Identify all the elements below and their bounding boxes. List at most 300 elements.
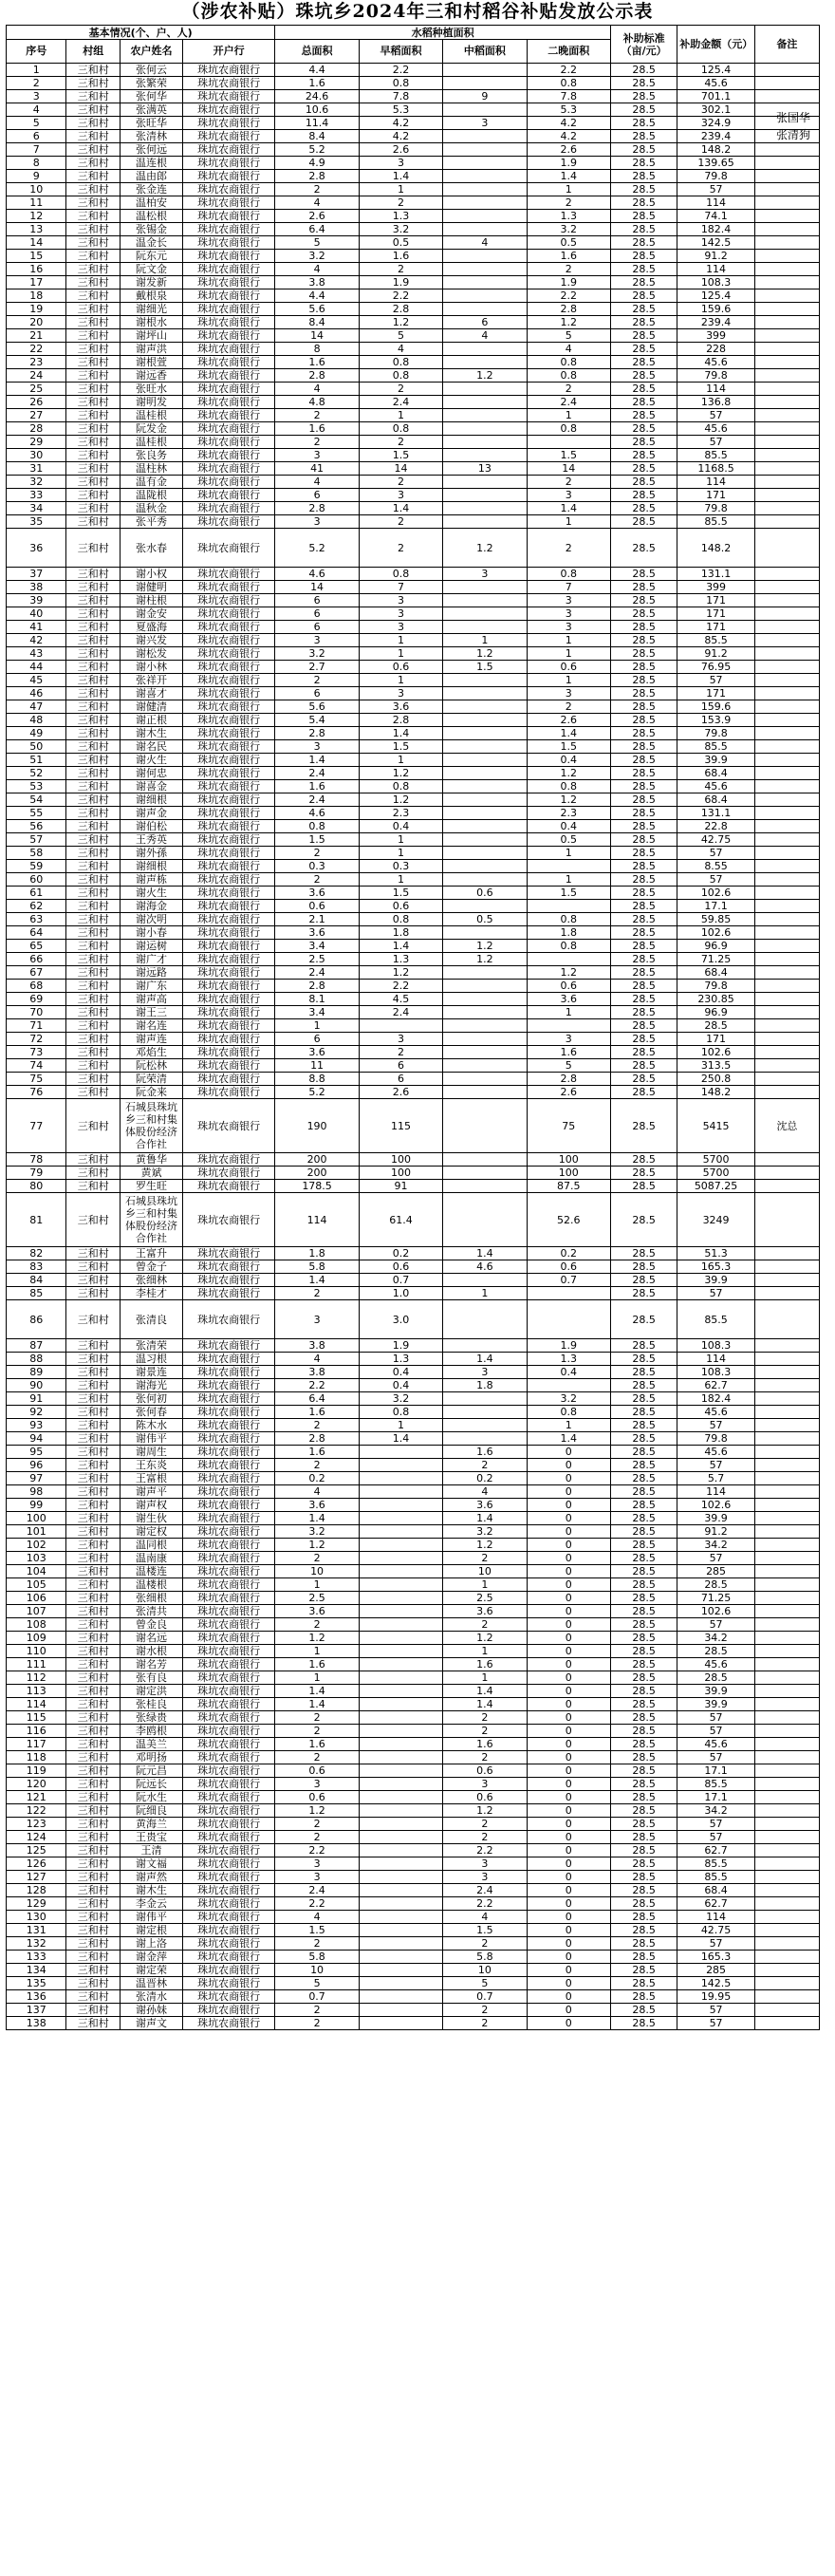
cell-farmer: 谢喜才	[121, 687, 183, 700]
cell-village: 三和村	[66, 953, 121, 966]
cell-subsidy-standard: 28.5	[610, 1472, 677, 1485]
table-row	[7, 1086, 820, 1099]
cell-early-area	[359, 1605, 442, 1618]
header-mid-area: 中稻面积	[443, 40, 527, 64]
cell-remark	[754, 1379, 819, 1392]
cell-farmer: 谢发新	[121, 276, 183, 289]
cell-subsidy-amount: 57	[677, 847, 755, 860]
cell-remark	[754, 1406, 819, 1419]
cell-seq: 117	[7, 1738, 66, 1751]
cell-farmer: 谢坪山	[121, 329, 183, 343]
cell-remark	[754, 2017, 819, 2030]
cell-bank: 珠坑农商银行	[182, 1884, 274, 1897]
cell-farmer: 谢伟平	[121, 1432, 183, 1446]
cell-subsidy-standard: 28.5	[610, 807, 677, 820]
cell-seq: 121	[7, 1791, 66, 1804]
cell-subsidy-standard: 28.5	[610, 170, 677, 183]
cell-seq: 61	[7, 887, 66, 900]
cell-village: 三和村	[66, 1366, 121, 1379]
cell-subsidy-standard: 28.5	[610, 1632, 677, 1645]
cell-subsidy-standard: 28.5	[610, 64, 677, 77]
cell-total-area: 4	[275, 1353, 359, 1366]
cell-mid-area: 0.6	[443, 887, 527, 900]
cell-subsidy-amount: 239.4	[677, 130, 755, 143]
cell-farmer: 黄鲁华	[121, 1153, 183, 1167]
cell-village: 三和村	[66, 2004, 121, 2017]
cell-remark	[754, 1964, 819, 1977]
cell-total-area: 3.6	[275, 1499, 359, 1512]
cell-bank: 珠坑农商银行	[182, 1844, 274, 1857]
cell-remark	[754, 647, 819, 661]
cell-subsidy-standard: 28.5	[610, 343, 677, 356]
cell-subsidy-amount: 114	[677, 1353, 755, 1366]
cell-remark	[754, 1167, 819, 1180]
cell-farmer: 张旺水	[121, 383, 183, 396]
cell-remark	[754, 409, 819, 422]
cell-late-area: 3	[527, 687, 610, 700]
cell-late-area: 2.3	[527, 807, 610, 820]
cell-late-area: 3	[527, 1033, 610, 1046]
cell-early-area: 3	[359, 489, 442, 502]
cell-farmer: 谢细根	[121, 793, 183, 807]
cell-village: 三和村	[66, 303, 121, 316]
cell-seq: 134	[7, 1964, 66, 1977]
cell-subsidy-standard: 28.5	[610, 157, 677, 170]
cell-farmer: 张何华	[121, 90, 183, 103]
cell-subsidy-amount: 57	[677, 1419, 755, 1432]
cell-bank: 珠坑农商银行	[182, 1073, 274, 1086]
cell-farmer: 温习根	[121, 1353, 183, 1366]
cell-late-area: 0	[527, 1658, 610, 1671]
cell-total-area: 3	[275, 1871, 359, 1884]
cell-late-area: 1.2	[527, 793, 610, 807]
cell-early-area: 3.2	[359, 1392, 442, 1406]
cell-farmer: 温陇根	[121, 489, 183, 502]
cell-bank: 珠坑农商银行	[182, 1300, 274, 1339]
table-row	[7, 1247, 820, 1260]
cell-seq: 49	[7, 727, 66, 740]
cell-total-area: 5.8	[275, 1951, 359, 1964]
cell-early-area: 1.5	[359, 887, 442, 900]
cell-seq: 28	[7, 422, 66, 436]
table-row	[7, 1711, 820, 1725]
cell-farmer: 谢定权	[121, 1525, 183, 1539]
cell-farmer: 阮松林	[121, 1059, 183, 1073]
table-row	[7, 1951, 820, 1964]
table-row	[7, 1019, 820, 1033]
cell-total-area: 0.8	[275, 820, 359, 833]
cell-mid-area: 0.2	[443, 1472, 527, 1485]
table-row	[7, 687, 820, 700]
cell-seq: 122	[7, 1804, 66, 1818]
cell-village: 三和村	[66, 780, 121, 793]
cell-late-area: 0	[527, 1857, 610, 1871]
cell-total-area: 3.6	[275, 926, 359, 940]
cell-bank: 珠坑农商银行	[182, 143, 274, 157]
cell-seq: 131	[7, 1924, 66, 1937]
cell-late-area: 0	[527, 1977, 610, 1990]
cell-total-area: 4.4	[275, 64, 359, 77]
cell-late-area: 3.2	[527, 1392, 610, 1406]
cell-farmer: 张有良	[121, 1671, 183, 1685]
cell-early-area: 3.6	[359, 700, 442, 714]
cell-seq: 89	[7, 1366, 66, 1379]
table-row	[7, 1645, 820, 1658]
cell-bank: 珠坑农商银行	[182, 1167, 274, 1180]
cell-subsidy-standard: 28.5	[610, 462, 677, 476]
cell-village: 三和村	[66, 1180, 121, 1193]
cell-total-area: 4.6	[275, 568, 359, 581]
cell-subsidy-standard: 28.5	[610, 1698, 677, 1711]
table-row	[7, 727, 820, 740]
cell-subsidy-standard: 28.5	[610, 356, 677, 369]
cell-subsidy-amount: 165.3	[677, 1951, 755, 1964]
cell-early-area	[359, 1539, 442, 1552]
cell-village: 三和村	[66, 1419, 121, 1432]
cell-bank: 珠坑农商银行	[182, 1059, 274, 1073]
cell-subsidy-standard: 28.5	[610, 77, 677, 90]
table-row	[7, 1193, 820, 1247]
cell-farmer: 张清良	[121, 1300, 183, 1339]
cell-late-area: 0	[527, 1485, 610, 1499]
cell-farmer: 张良务	[121, 449, 183, 462]
cell-late-area: 52.6	[527, 1193, 610, 1247]
cell-total-area: 2.2	[275, 1897, 359, 1911]
cell-late-area	[527, 1287, 610, 1300]
cell-subsidy-amount: 28.5	[677, 1578, 755, 1592]
cell-subsidy-amount: 102.6	[677, 1499, 755, 1512]
cell-early-area: 3	[359, 594, 442, 607]
cell-seq: 107	[7, 1605, 66, 1618]
cell-bank: 珠坑农商银行	[182, 887, 274, 900]
cell-subsidy-amount: 68.4	[677, 1884, 755, 1897]
cell-subsidy-amount: 165.3	[677, 1260, 755, 1274]
cell-seq: 3	[7, 90, 66, 103]
cell-remark	[754, 1645, 819, 1658]
cell-late-area: 2.6	[527, 714, 610, 727]
cell-total-area: 1.6	[275, 422, 359, 436]
cell-subsidy-standard: 28.5	[610, 1539, 677, 1552]
cell-total-area: 1.6	[275, 1446, 359, 1459]
cell-remark	[754, 700, 819, 714]
cell-remark	[754, 793, 819, 807]
cell-subsidy-amount: 57	[677, 1831, 755, 1844]
side-note-1: 张国华	[775, 111, 810, 124]
cell-village: 三和村	[66, 1818, 121, 1831]
table-row	[7, 647, 820, 661]
table-row	[7, 143, 820, 157]
cell-subsidy-amount: 114	[677, 1485, 755, 1499]
cell-mid-area	[443, 1073, 527, 1086]
cell-mid-area	[443, 687, 527, 700]
cell-village: 三和村	[66, 1698, 121, 1711]
cell-bank: 珠坑农商银行	[182, 1525, 274, 1539]
cell-total-area: 4	[275, 476, 359, 489]
cell-bank: 珠坑农商银行	[182, 1086, 274, 1099]
cell-remark	[754, 1698, 819, 1711]
cell-subsidy-amount: 159.6	[677, 700, 755, 714]
cell-remark	[754, 1831, 819, 1844]
cell-subsidy-amount: 57	[677, 1459, 755, 1472]
cell-early-area: 0.5	[359, 236, 442, 250]
cell-total-area: 1.4	[275, 1685, 359, 1698]
table-row	[7, 1764, 820, 1778]
table-row	[7, 674, 820, 687]
cell-subsidy-standard: 28.5	[610, 223, 677, 236]
cell-mid-area	[443, 780, 527, 793]
cell-early-area	[359, 1964, 442, 1977]
table-row	[7, 1698, 820, 1711]
cell-total-area: 10.6	[275, 103, 359, 117]
table-row	[7, 263, 820, 276]
cell-remark	[754, 1884, 819, 1897]
cell-farmer: 谢声金	[121, 807, 183, 820]
cell-early-area: 0.4	[359, 820, 442, 833]
cell-subsidy-amount: 34.2	[677, 1632, 755, 1645]
cell-village: 三和村	[66, 250, 121, 263]
cell-early-area: 0.8	[359, 780, 442, 793]
cell-total-area: 3	[275, 1778, 359, 1791]
cell-village: 三和村	[66, 1778, 121, 1791]
cell-farmer: 谢远路	[121, 966, 183, 980]
cell-mid-area: 1.2	[443, 1804, 527, 1818]
cell-mid-area	[443, 807, 527, 820]
cell-total-area: 2.5	[275, 953, 359, 966]
cell-farmer: 阮金来	[121, 1086, 183, 1099]
cell-subsidy-amount: 57	[677, 873, 755, 887]
cell-seq: 18	[7, 289, 66, 303]
cell-village: 三和村	[66, 462, 121, 476]
cell-village: 三和村	[66, 236, 121, 250]
cell-farmer: 张细林	[121, 1274, 183, 1287]
cell-mid-area	[443, 700, 527, 714]
cell-early-area: 1.3	[359, 1353, 442, 1366]
table-row	[7, 1006, 820, 1019]
cell-mid-area	[443, 1339, 527, 1353]
cell-remark	[754, 1432, 819, 1446]
cell-subsidy-standard: 28.5	[610, 980, 677, 993]
cell-village: 三和村	[66, 860, 121, 873]
cell-early-area: 3.2	[359, 223, 442, 236]
cell-village: 三和村	[66, 409, 121, 422]
cell-bank: 珠坑农商银行	[182, 1499, 274, 1512]
cell-bank: 珠坑农商银行	[182, 196, 274, 210]
cell-subsidy-standard: 28.5	[610, 1645, 677, 1658]
cell-village: 三和村	[66, 1552, 121, 1565]
cell-early-area: 4.2	[359, 130, 442, 143]
cell-farmer: 谢定荣	[121, 1964, 183, 1977]
cell-early-area: 1.8	[359, 926, 442, 940]
cell-total-area: 190	[275, 1099, 359, 1153]
cell-bank: 珠坑农商银行	[182, 1711, 274, 1725]
cell-farmer: 谢王三	[121, 1006, 183, 1019]
table-row	[7, 2004, 820, 2017]
cell-early-area: 0.8	[359, 568, 442, 581]
cell-farmer: 张祥开	[121, 674, 183, 687]
cell-subsidy-standard: 28.5	[610, 276, 677, 289]
cell-village: 三和村	[66, 1605, 121, 1618]
cell-late-area: 0	[527, 1764, 610, 1778]
cell-seq: 78	[7, 1153, 66, 1167]
cell-mid-area	[443, 993, 527, 1006]
cell-remark	[754, 1990, 819, 2004]
cell-subsidy-amount: 136.8	[677, 396, 755, 409]
cell-total-area: 1.5	[275, 833, 359, 847]
cell-farmer: 张锡金	[121, 223, 183, 236]
cell-early-area: 2.2	[359, 64, 442, 77]
cell-subsidy-amount: 5415	[677, 1099, 755, 1153]
cell-farmer: 谢健清	[121, 700, 183, 714]
cell-mid-area	[443, 674, 527, 687]
cell-mid-area	[443, 210, 527, 223]
cell-mid-area: 3	[443, 1366, 527, 1379]
cell-total-area: 1	[275, 1671, 359, 1685]
cell-early-area: 1.5	[359, 740, 442, 754]
cell-subsidy-amount: 171	[677, 621, 755, 634]
cell-total-area: 2	[275, 409, 359, 422]
cell-farmer: 谢名民	[121, 740, 183, 754]
cell-late-area: 0	[527, 1751, 610, 1764]
cell-farmer: 谢水根	[121, 1645, 183, 1658]
cell-remark	[754, 1033, 819, 1046]
table-row	[7, 1167, 820, 1180]
cell-subsidy-standard: 28.5	[610, 422, 677, 436]
cell-total-area: 8.8	[275, 1073, 359, 1086]
cell-subsidy-standard: 28.5	[610, 1046, 677, 1059]
table-row	[7, 1565, 820, 1578]
cell-bank: 珠坑农商银行	[182, 1818, 274, 1831]
cell-mid-area	[443, 183, 527, 196]
table-row	[7, 103, 820, 117]
table-row	[7, 236, 820, 250]
cell-subsidy-standard: 28.5	[610, 887, 677, 900]
cell-subsidy-standard: 28.5	[610, 1804, 677, 1818]
cell-remark	[754, 607, 819, 621]
cell-mid-area	[443, 966, 527, 980]
cell-late-area: 0.4	[527, 820, 610, 833]
header-subsidy-amount: 补助金额（元）	[677, 26, 755, 64]
cell-remark	[754, 223, 819, 236]
cell-remark	[754, 1618, 819, 1632]
cell-farmer: 王秀英	[121, 833, 183, 847]
cell-early-area	[359, 1897, 442, 1911]
table-row	[7, 1804, 820, 1818]
cell-village: 三和村	[66, 90, 121, 103]
cell-bank: 珠坑农商银行	[182, 1618, 274, 1632]
table-row	[7, 1857, 820, 1871]
table-row	[7, 1459, 820, 1472]
header-farmer: 农户姓名	[121, 40, 183, 64]
cell-bank: 珠坑农商银行	[182, 130, 274, 143]
cell-farmer: 谢声文	[121, 2017, 183, 2030]
cell-remark	[754, 1274, 819, 1287]
table-row	[7, 1046, 820, 1059]
cell-remark	[754, 1977, 819, 1990]
header-row-group	[7, 26, 820, 40]
cell-subsidy-standard: 28.5	[610, 594, 677, 607]
cell-mid-area	[443, 1180, 527, 1193]
cell-seq: 93	[7, 1419, 66, 1432]
cell-subsidy-standard: 28.5	[610, 143, 677, 157]
cell-mid-area: 1.2	[443, 529, 527, 568]
cell-seq: 126	[7, 1857, 66, 1871]
cell-village: 三和村	[66, 940, 121, 953]
cell-late-area: 0	[527, 1472, 610, 1485]
cell-total-area: 1.4	[275, 1512, 359, 1525]
cell-seq: 99	[7, 1499, 66, 1512]
cell-subsidy-amount: 148.2	[677, 1086, 755, 1099]
cell-early-area: 1.3	[359, 953, 442, 966]
cell-early-area	[359, 1459, 442, 1472]
cell-bank: 珠坑农商银行	[182, 980, 274, 993]
cell-farmer: 温楼根	[121, 1578, 183, 1592]
table-row	[7, 476, 820, 489]
cell-village: 三和村	[66, 449, 121, 462]
cell-late-area: 0.8	[527, 568, 610, 581]
cell-bank: 珠坑农商银行	[182, 1977, 274, 1990]
cell-bank: 珠坑农商银行	[182, 502, 274, 515]
cell-early-area	[359, 1751, 442, 1764]
cell-farmer: 谢广东	[121, 980, 183, 993]
table-row	[7, 1059, 820, 1073]
cell-seq: 105	[7, 1578, 66, 1592]
cell-bank: 珠坑农商银行	[182, 900, 274, 913]
table-row	[7, 1818, 820, 1831]
cell-farmer: 谢伟平	[121, 1911, 183, 1924]
cell-bank: 珠坑农商银行	[182, 1592, 274, 1605]
cell-mid-area	[443, 860, 527, 873]
cell-seq: 71	[7, 1019, 66, 1033]
cell-farmer: 谢名连	[121, 1019, 183, 1033]
cell-early-area: 1	[359, 674, 442, 687]
cell-farmer: 石城县珠坑乡三和村集体股份经济合作社	[121, 1099, 183, 1153]
cell-subsidy-amount: 45.6	[677, 1406, 755, 1419]
cell-early-area: 4.5	[359, 993, 442, 1006]
cell-early-area: 3	[359, 621, 442, 634]
cell-remark	[754, 1499, 819, 1512]
cell-bank: 珠坑农商银行	[182, 1485, 274, 1499]
cell-late-area: 2	[527, 700, 610, 714]
cell-farmer: 谢生伙	[121, 1512, 183, 1525]
cell-village: 三和村	[66, 1274, 121, 1287]
cell-mid-area	[443, 1006, 527, 1019]
cell-early-area: 1.4	[359, 170, 442, 183]
cell-late-area: 1.4	[527, 502, 610, 515]
cell-total-area: 3.4	[275, 1006, 359, 1019]
cell-bank: 珠坑农商银行	[182, 1339, 274, 1353]
cell-total-area: 2.8	[275, 727, 359, 740]
cell-remark	[754, 143, 819, 157]
cell-mid-area	[443, 754, 527, 767]
cell-subsidy-amount: 42.75	[677, 833, 755, 847]
cell-early-area: 1.4	[359, 727, 442, 740]
cell-mid-area	[443, 515, 527, 529]
cell-farmer: 王富升	[121, 1247, 183, 1260]
table-row	[7, 1937, 820, 1951]
table-row	[7, 130, 820, 143]
cell-seq: 68	[7, 980, 66, 993]
table-row	[7, 529, 820, 568]
cell-late-area: 2.6	[527, 143, 610, 157]
cell-seq: 90	[7, 1379, 66, 1392]
cell-remark	[754, 462, 819, 476]
cell-farmer: 谢金萍	[121, 1951, 183, 1964]
cell-seq: 23	[7, 356, 66, 369]
cell-village: 三和村	[66, 1977, 121, 1990]
cell-subsidy-amount: 302.1	[677, 103, 755, 117]
cell-remark	[754, 1366, 819, 1379]
cell-remark	[754, 210, 819, 223]
